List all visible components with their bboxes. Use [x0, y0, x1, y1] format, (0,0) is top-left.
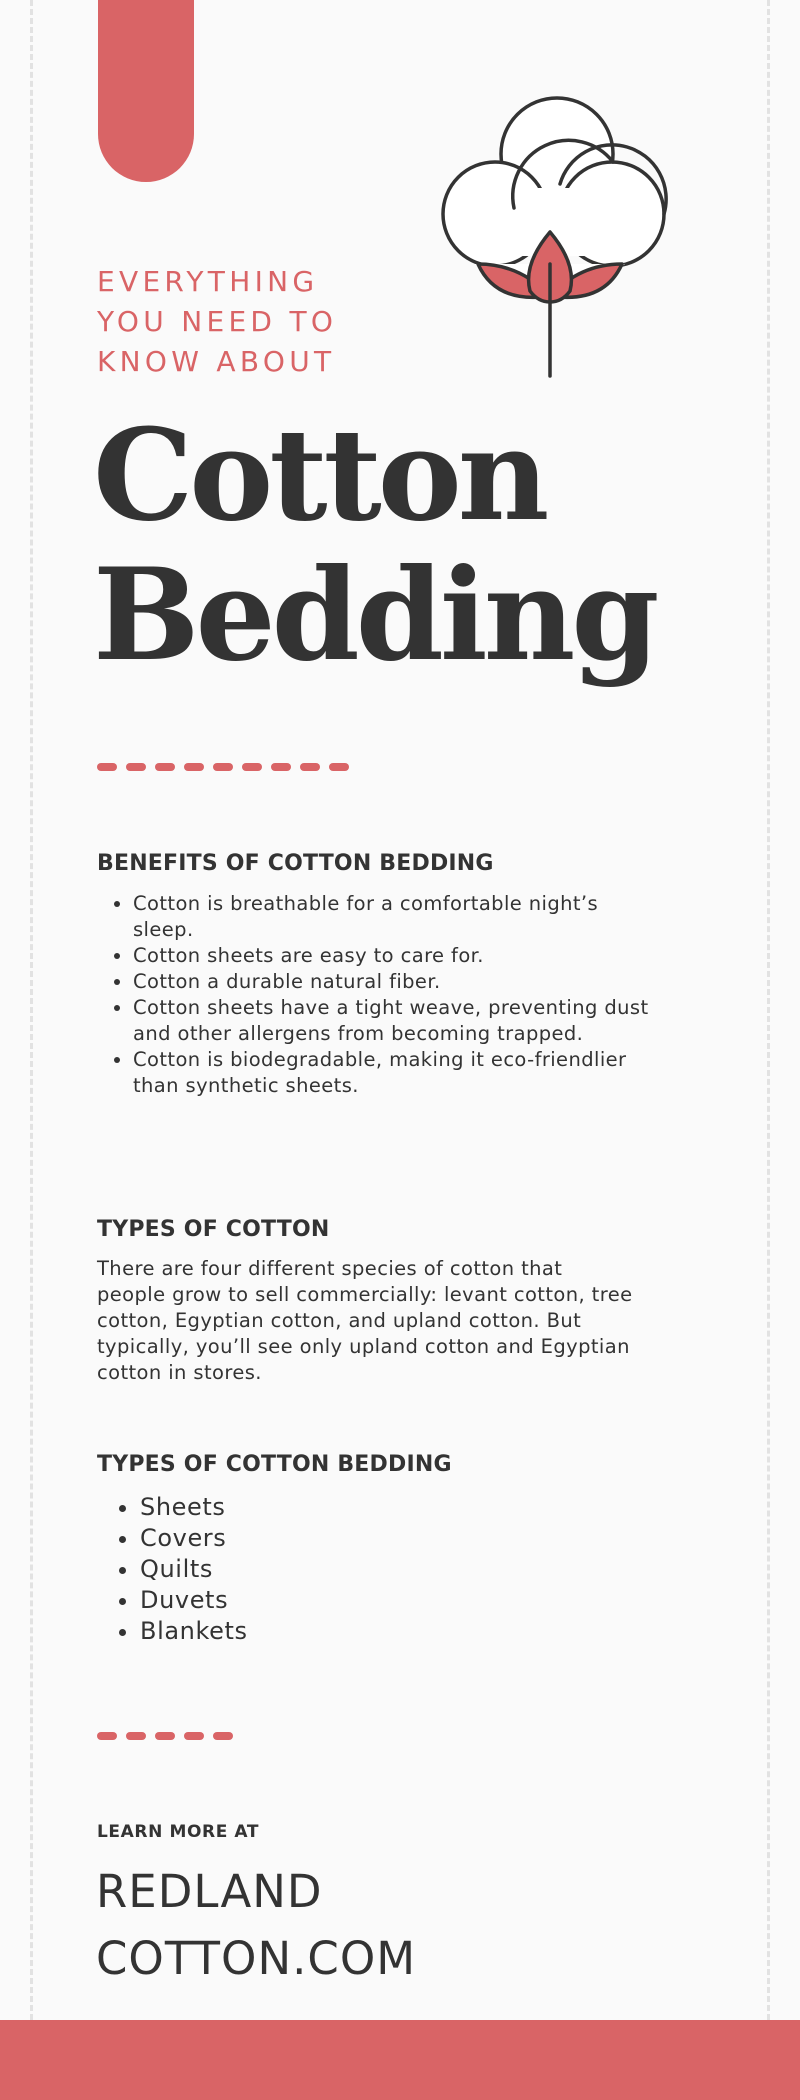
footer-bar	[0, 2020, 800, 2100]
dashed-divider	[97, 763, 349, 771]
list-item: • Cotton is breathable for a comfortable night’s sleep.	[133, 891, 653, 943]
list-item: • Cotton sheets are easy to care for.	[133, 943, 653, 969]
list-item: • Duvets	[140, 1585, 248, 1616]
site-url-line: COTTON.COM	[96, 1932, 417, 1985]
kicker-line: EVERYTHING	[97, 265, 319, 298]
types-heading: TYPES OF COTTON	[97, 1217, 330, 1242]
benefits-heading: BENEFITS OF COTTON BEDDING	[97, 851, 494, 876]
left-dashed-border	[30, 0, 33, 2020]
learn-more-label: LEARN MORE AT	[97, 1822, 260, 1842]
site-url-line: REDLAND	[96, 1865, 323, 1918]
list-item: • Cotton sheets have a tight weave, preventing dust and other allergens from becoming trapped.	[133, 995, 653, 1047]
kicker-line: YOU NEED TO	[97, 305, 338, 338]
title-line: Bedding	[93, 541, 656, 689]
list-item: • Cotton is biodegradable, making it eco-friendlier than synthetic sheets.	[133, 1047, 653, 1099]
dashed-divider	[97, 1732, 233, 1740]
cotton-boll-icon	[430, 96, 670, 381]
bedding-list	[97, 1492, 248, 1647]
right-dashed-border	[767, 0, 770, 2020]
site-url[interactable]	[96, 1858, 416, 1992]
page-title	[93, 401, 656, 689]
types-paragraph: There are four different species of cotton that people grow to sell commercially: levant cotton, tree cotton, Egyptian cotton, and upland cotton. But typically, you’ll see only upland cotton and Egyptian cotton in stores.	[97, 1257, 633, 1384]
list-item: • Cotton a durable natural fiber.	[133, 969, 653, 995]
benefits-list	[97, 891, 653, 1099]
list-item: • Quilts	[140, 1554, 248, 1585]
list-item: • Covers	[140, 1523, 248, 1554]
bedding-heading: TYPES OF COTTON BEDDING	[97, 1452, 452, 1477]
list-item: • Sheets	[140, 1492, 248, 1523]
kicker-line: KNOW ABOUT	[97, 345, 336, 378]
top-accent-tab	[98, 0, 194, 182]
title-line: Cotton	[93, 401, 546, 549]
list-item: • Blankets	[140, 1616, 248, 1647]
intro-kicker	[97, 262, 427, 382]
